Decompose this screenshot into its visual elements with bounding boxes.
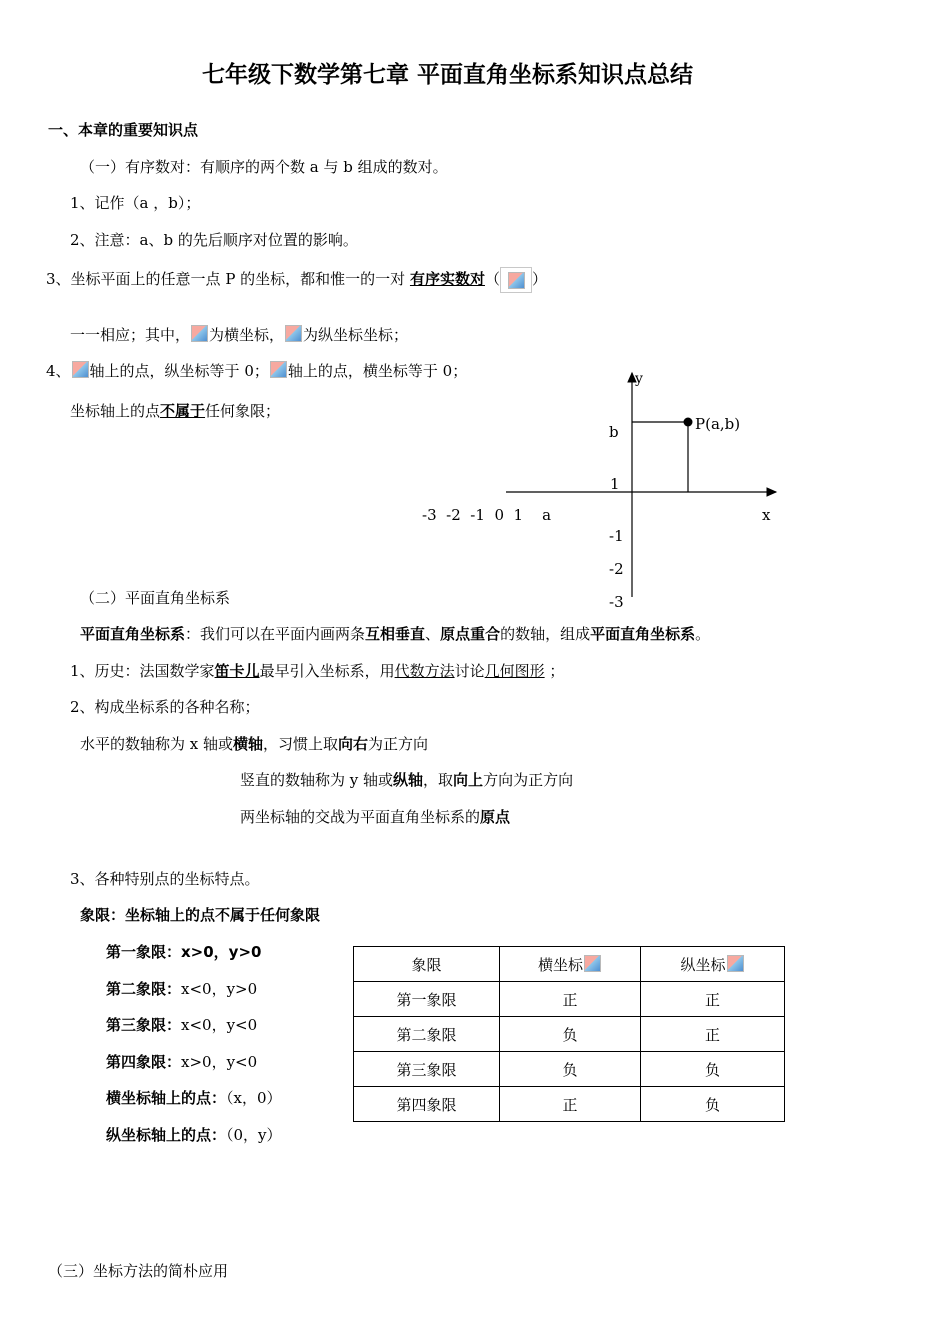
image-placeholder-icon — [500, 267, 532, 293]
term: 纵坐标轴上的点： — [106, 1126, 227, 1144]
x-axis-label: x — [762, 506, 771, 524]
broken-image-icon — [727, 955, 744, 972]
text: x<0，y<0 — [181, 1016, 258, 1034]
broken-image-icon — [584, 955, 601, 972]
table-cell: 第一象限 — [354, 982, 500, 1017]
text: 的数轴，组成 — [500, 625, 591, 643]
text: ） — [531, 270, 547, 288]
table-header-cell — [354, 947, 500, 982]
descartes-name: 笛卡儿 — [214, 662, 260, 680]
quadrant-2-rule — [106, 979, 257, 999]
section-heading-2: （二）平面直角坐标系 — [80, 589, 231, 607]
term: 第二象限： — [106, 980, 182, 998]
correspondence-line — [70, 325, 408, 345]
table-cell: 第四象限 — [354, 1087, 500, 1122]
table-cell: 正 — [641, 1017, 785, 1052]
text: （0，y） — [226, 1126, 282, 1144]
table-cell: 负 — [641, 1087, 785, 1122]
ordered-pair-definition: （一）有序数对：有顺序的两个数 a 与 b 组成的数对。 — [80, 158, 448, 176]
point-label: P(a,b) — [695, 415, 741, 433]
names-line: 2、构成坐标系的各种名称； — [70, 698, 260, 716]
neg2-label: -2 — [609, 560, 624, 578]
text: （ — [484, 270, 500, 288]
quadrant-3-rule — [106, 1015, 257, 1035]
table-cell: 第三象限 — [354, 1052, 500, 1087]
quadrant-4-rule — [106, 1052, 257, 1072]
term: 互相垂直 — [365, 625, 426, 643]
broken-image-icon — [270, 361, 287, 378]
text: ，取 — [423, 771, 454, 789]
algebraic-method: 代数方法 — [394, 662, 455, 680]
ordered-real-pair: 有序实数对 — [409, 270, 485, 288]
broken-image-icon — [191, 325, 208, 342]
broken-image-icon — [72, 361, 89, 378]
text: 方向为正方向 — [483, 771, 574, 789]
text: 水平的数轴称为 x 轴或 — [80, 735, 233, 753]
y-axis-label: y — [635, 371, 643, 387]
neg1-label: -1 — [609, 527, 624, 545]
text: x>0，y<0 — [181, 1053, 258, 1071]
text: 轴上的点，横坐标等于 0； — [287, 362, 468, 380]
term: 原点重合 — [440, 625, 501, 643]
text: 讨论 — [454, 662, 485, 680]
table-cell: 负 — [500, 1017, 641, 1052]
one-label: 1 — [610, 475, 620, 493]
header-text: 横坐标 — [537, 955, 583, 974]
geometric-figure: 几何图形 — [484, 662, 545, 680]
axis-not-quadrant-line — [70, 401, 280, 421]
text: 一一相应；其中， — [70, 326, 191, 344]
text: 3、坐标平面上的任意一点 P 的坐标，都和惟一的一对 — [46, 270, 410, 288]
text: 1、历史：法国数学家 — [70, 662, 215, 680]
quadrant-sign-table — [353, 946, 785, 1122]
quadrant-heading: 象限：坐标轴上的点不属于任何象限 — [80, 906, 321, 924]
table-cell: 正 — [500, 1087, 641, 1122]
text: （x，0） — [226, 1089, 282, 1107]
vertical-axis-line — [240, 770, 573, 790]
text: 、 — [425, 625, 441, 643]
table-row — [354, 1017, 785, 1052]
table-cell: 正 — [500, 982, 641, 1017]
coordinate-uniqueness-line — [46, 267, 547, 293]
table-cell: 第二象限 — [354, 1017, 500, 1052]
horizontal-axis-line — [80, 734, 428, 754]
table-header-row — [354, 947, 785, 982]
origin-line — [240, 807, 510, 827]
table-header-cell — [641, 947, 785, 982]
text: x<0，y>0 — [181, 980, 258, 998]
table-cell: 负 — [500, 1052, 641, 1087]
neg3-label: -3 — [609, 593, 624, 611]
text: 轴上的点，纵坐标等于 0； — [89, 362, 269, 380]
table-row — [354, 1087, 785, 1122]
term: 横坐标轴上的点： — [106, 1089, 227, 1107]
text: 坐标轴上的点 — [70, 402, 161, 420]
x-axis-point-rule — [106, 1088, 282, 1108]
header-text: 纵坐标 — [680, 955, 726, 974]
text: ：我们可以在平面内画两条 — [185, 625, 366, 643]
table-cell: 正 — [641, 982, 785, 1017]
term: 平面直角坐标系 — [80, 625, 186, 643]
axis-points-line — [46, 361, 467, 381]
order-note-line: 2、注意：a、b 的先后顺序对位置的影响。 — [70, 231, 358, 249]
term: 横轴 — [233, 735, 264, 753]
term: 原点 — [480, 808, 511, 826]
page-title: 七年级下数学第七章 平面直角坐标系知识点总结 — [202, 62, 694, 88]
quadrant-1-rule: 第一象限：x>0，y>0 — [106, 943, 262, 961]
text: 为正方向 — [368, 735, 429, 753]
text: 为纵坐标坐标； — [303, 326, 409, 344]
table-cell: 负 — [641, 1052, 785, 1087]
special-points-line: 3、各种特别点的坐标特点。 — [70, 870, 260, 888]
term: 平面直角坐标系 — [590, 625, 696, 643]
section-heading-3: （三）坐标方法的简朴应用 — [48, 1262, 229, 1280]
coordinate-diagram — [410, 365, 790, 615]
not-belong-emphasis: 不属于 — [160, 402, 206, 420]
term: 第四象限： — [106, 1053, 182, 1071]
text: 最早引入坐标系，用 — [259, 662, 395, 680]
point-p — [684, 418, 693, 427]
table-row — [354, 1052, 785, 1087]
term: 向右 — [338, 735, 369, 753]
cartesian-definition — [80, 624, 710, 644]
b-label: b — [609, 423, 619, 441]
term: 向上 — [453, 771, 484, 789]
table-row — [354, 982, 785, 1017]
header-text: 象限 — [411, 955, 442, 974]
y-axis-point-rule — [106, 1125, 282, 1145]
section-heading-1: 一、本章的重要知识点 — [48, 121, 199, 139]
term: 第三象限： — [106, 1016, 182, 1034]
text: ； — [544, 662, 565, 680]
text: ，习惯上取 — [263, 735, 339, 753]
text: 4、 — [46, 362, 71, 380]
notation-line: 1、记作（a ，b）； — [70, 194, 201, 212]
term: 纵轴 — [393, 771, 424, 789]
text: 。 — [695, 625, 711, 643]
text: 竖直的数轴称为 y 轴或 — [240, 771, 394, 789]
broken-image-icon — [285, 325, 302, 342]
text: 任何象限； — [205, 402, 281, 420]
history-line — [70, 661, 564, 681]
x-tick-labels: -3 -2 -1 0 1 a — [422, 506, 552, 524]
table-header-cell — [500, 947, 641, 982]
broken-image-icon — [508, 272, 525, 289]
text: 为横坐标， — [209, 326, 285, 344]
text: 两坐标轴的交战为平面直角坐标系的 — [240, 808, 481, 826]
